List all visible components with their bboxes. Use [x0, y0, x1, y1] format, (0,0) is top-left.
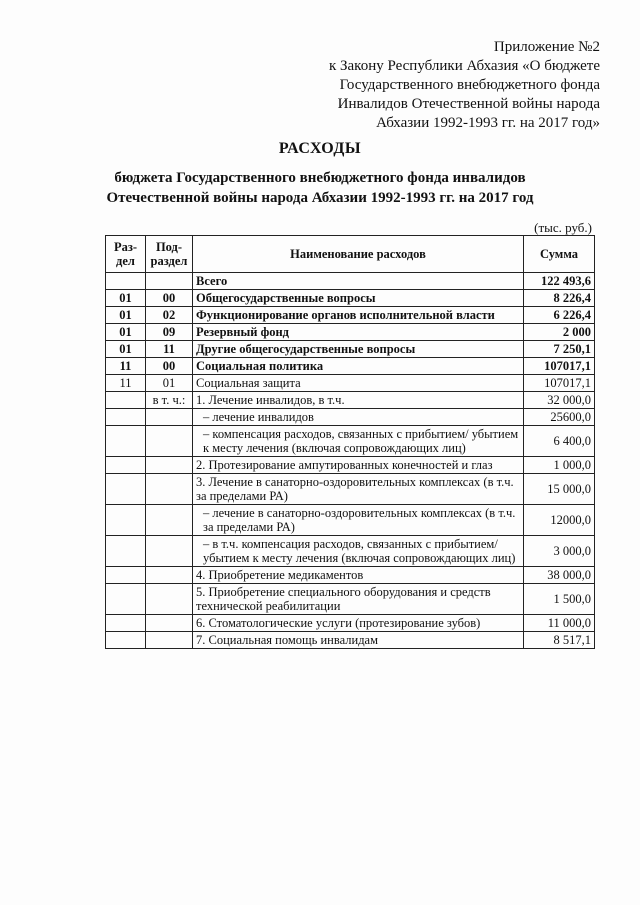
- cell-sum: 122 493,6: [524, 273, 595, 290]
- cell-razdel: 01: [106, 324, 146, 341]
- table-header-row: [106, 236, 595, 273]
- cell-podrazdel: [146, 615, 193, 632]
- cell-podrazdel: [146, 474, 193, 505]
- table-row: [106, 409, 595, 426]
- cell-razdel: 11: [106, 358, 146, 375]
- cell-sum: 25600,0: [524, 409, 595, 426]
- cell-razdel: [106, 426, 146, 457]
- cell-podrazdel: [146, 409, 193, 426]
- table-row: [106, 290, 595, 307]
- cell-name: – компенсация расходов, связанных с прибытием/ убытием к месту лечения (включая сопровождающих лиц): [193, 426, 524, 457]
- document-title: РАСХОДЫ: [278, 140, 362, 157]
- annex-line-3: Государственного внебюджетного фонда: [339, 77, 600, 93]
- header-razdel: Раз- дел: [106, 236, 146, 273]
- cell-sum: 3 000,0: [524, 536, 595, 567]
- cell-name: – лечение в санаторно-оздоровительных комплексах (в т.ч. за пределами РА): [193, 505, 524, 536]
- cell-sum: 6 226,4: [524, 307, 595, 324]
- cell-sum: 1 500,0: [524, 584, 595, 615]
- cell-podrazdel: [146, 273, 193, 290]
- header-sum: Сумма: [524, 236, 595, 273]
- cell-sum: 8 517,1: [524, 632, 595, 649]
- table-row: [106, 474, 595, 505]
- cell-sum: 107017,1: [524, 358, 595, 375]
- cell-sum: 32 000,0: [524, 392, 595, 409]
- table-row: [106, 536, 595, 567]
- cell-name: 4. Приобретение медикаментов: [193, 567, 524, 584]
- cell-razdel: [106, 409, 146, 426]
- cell-razdel: 01: [106, 341, 146, 358]
- cell-razdel: [106, 273, 146, 290]
- cell-name: – лечение инвалидов: [193, 409, 524, 426]
- table-row: [106, 392, 595, 409]
- table-row: [106, 358, 595, 375]
- cell-name: Функционирование органов исполнительной власти: [193, 307, 524, 324]
- header-podrazdel: Под- раздел: [146, 236, 193, 273]
- cell-sum: 38 000,0: [524, 567, 595, 584]
- table-row: [106, 273, 595, 290]
- annex-line-4: Инвалидов Отечественной войны народа: [337, 96, 600, 112]
- table-row: [106, 426, 595, 457]
- cell-podrazdel: [146, 457, 193, 474]
- subtitle-line-1: бюджета Государственного внебюджетного фонда инвалидов: [114, 170, 526, 186]
- cell-podrazdel: 11: [146, 341, 193, 358]
- cell-razdel: 01: [106, 290, 146, 307]
- cell-name: 6. Стоматологические услуги (протезирование зубов): [193, 615, 524, 632]
- cell-podrazdel: 01: [146, 375, 193, 392]
- cell-podrazdel: [146, 567, 193, 584]
- cell-razdel: [106, 615, 146, 632]
- annex-block: [329, 38, 600, 133]
- subtitle-line-2: Отечественной войны народа Абхазии 1992-1993 гг. на 2017 год: [106, 190, 534, 206]
- cell-podrazdel: в т. ч.:: [146, 392, 193, 409]
- cell-podrazdel: 00: [146, 290, 193, 307]
- table-row: [106, 324, 595, 341]
- table-row: [106, 457, 595, 474]
- cell-razdel: [106, 392, 146, 409]
- cell-sum: 7 250,1: [524, 341, 595, 358]
- cell-razdel: [106, 584, 146, 615]
- table-row: [106, 505, 595, 536]
- cell-sum: 107017,1: [524, 375, 595, 392]
- cell-razdel: [106, 536, 146, 567]
- cell-razdel: [106, 457, 146, 474]
- cell-name: Всего: [193, 273, 524, 290]
- annex-line-1: Приложение №2: [493, 39, 600, 55]
- table-row: [106, 307, 595, 324]
- cell-name: Другие общегосударственные вопросы: [193, 341, 524, 358]
- cell-sum: 2 000: [524, 324, 595, 341]
- cell-name: 5. Приобретение специального оборудования и средств технической реабилитации: [193, 584, 524, 615]
- expenses-table: [105, 235, 595, 649]
- cell-name: Общегосударственные вопросы: [193, 290, 524, 307]
- cell-name: Социальная политика: [193, 358, 524, 375]
- header-name: Наименование расходов: [193, 236, 524, 273]
- cell-sum: 1 000,0: [524, 457, 595, 474]
- table-row: [106, 341, 595, 358]
- cell-name: Резервный фонд: [193, 324, 524, 341]
- document-subtitle: [0, 168, 640, 208]
- cell-podrazdel: [146, 426, 193, 457]
- cell-razdel: [106, 505, 146, 536]
- cell-name: – в т.ч. компенсация расходов, связанных с прибытием/ убытием к месту лечения (включая сопровождающих лиц): [193, 536, 524, 567]
- table-row: [106, 615, 595, 632]
- table-row: [106, 632, 595, 649]
- cell-podrazdel: [146, 505, 193, 536]
- units-label: (тыс. руб.): [534, 220, 592, 235]
- annex-line-2: к Закону Республики Абхазия «О бюджете: [328, 58, 600, 74]
- cell-name: 3. Лечение в санаторно-оздоровительных комплексах (в т.ч. за пределами РА): [193, 474, 524, 505]
- annex-line-5: Абхазии 1992-1993 гг. на 2017 год»: [376, 115, 600, 131]
- cell-sum: 11 000,0: [524, 615, 595, 632]
- cell-sum: 15 000,0: [524, 474, 595, 505]
- table-row: [106, 584, 595, 615]
- cell-name: 1. Лечение инвалидов, в т.ч.: [193, 392, 524, 409]
- cell-name: 7. Социальная помощь инвалидам: [193, 632, 524, 649]
- cell-sum: 12000,0: [524, 505, 595, 536]
- cell-sum: 6 400,0: [524, 426, 595, 457]
- cell-podrazdel: [146, 536, 193, 567]
- table-row: [106, 375, 595, 392]
- cell-razdel: [106, 567, 146, 584]
- cell-razdel: [106, 632, 146, 649]
- cell-razdel: [106, 474, 146, 505]
- cell-razdel: 11: [106, 375, 146, 392]
- cell-podrazdel: [146, 584, 193, 615]
- cell-name: 2. Протезирование ампутированных конечностей и глаз: [193, 457, 524, 474]
- cell-sum: 8 226,4: [524, 290, 595, 307]
- cell-podrazdel: 09: [146, 324, 193, 341]
- cell-podrazdel: 00: [146, 358, 193, 375]
- cell-podrazdel: 02: [146, 307, 193, 324]
- cell-name: Социальная защита: [193, 375, 524, 392]
- cell-podrazdel: [146, 632, 193, 649]
- table-row: [106, 567, 595, 584]
- cell-razdel: 01: [106, 307, 146, 324]
